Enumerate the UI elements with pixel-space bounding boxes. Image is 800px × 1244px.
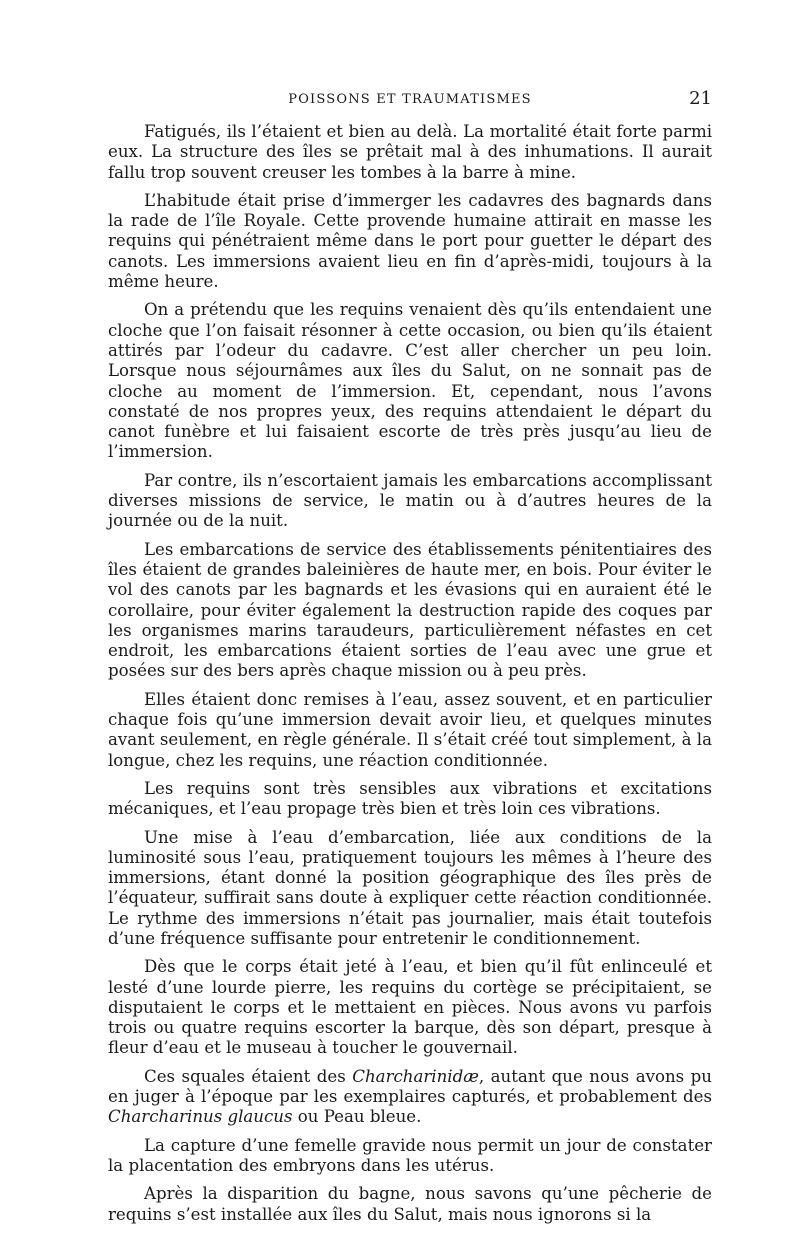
page-header <box>108 88 712 114</box>
paragraph: Les embarcations de service des établissements pénitentiaires des îles étaient de grandes baleinières de haute mer, en bois. Pour éviter le vol des canots par les bagnards et les évasions qui en auraient été le corollaire, pour éviter également la destruction rapide des coques par les organismes marins taraudeurs, particulièrement néfastes en cet endroit, les embarcations étaient sorties de l’eau avec une grue et posées sur des bers après chaque mission ou à peu près. <box>108 539 712 681</box>
species-text-after: ou Peau bleue. <box>292 1107 422 1127</box>
page-body <box>108 122 712 1233</box>
paragraph: Dès que le corps était jeté à l’eau, et bien qu’il fût enlinceulé et lesté d’une lourde pierre, les requins du cortège se précipitaient, se disputaient le corps et le mettaient en pièces. Nous avons vu parfois trois ou quatre requins escorter la barque, dès son départ, presque à fleur d’eau et le museau à toucher le gouvernail. <box>108 957 712 1058</box>
species-name: Charcharinus glaucus <box>108 1107 293 1127</box>
paragraph: La capture d’une femelle gravide nous permit un jour de constater la placentation des embryons dans les utérus. <box>108 1135 712 1175</box>
paragraph: Après la disparition du bagne, nous savons qu’une pêcherie de requins s’est installée aux îles du Salut, mais nous ignorons si la <box>108 1184 712 1224</box>
species-text-middle: , autant que nous avons pu en juger à l’époque par les exemplaires capturés, et probablement des <box>108 1066 712 1107</box>
paragraph: Par contre, ils n’escortaient jamais les embarcations accomplissant diverses missions de service, le matin ou à d’autres heures de la journée ou de la nuit. <box>108 470 712 531</box>
paragraph: L’habitude était prise d’immerger les cadavres des bagnards dans la rade de l’île Royale. Cette provende humaine attirait en masse les requins qui pénétraient même dans le port pour guetter le départ des canots. Les immersions avaient lieu en fin d’après-midi, toujours à la même heure. <box>108 190 712 292</box>
family-name: Charcharinidæ <box>352 1066 479 1086</box>
paragraph-species <box>108 1067 712 1128</box>
paragraph: On a prétendu que les requins venaient dès qu’ils entendaient une cloche que l’on faisait résonner à cette occasion, ou bien qu’ils étaient attirés par l’odeur du cadavre. C’est aller chercher un peu loin. Lorsque nous séjournâmes aux îles du Salut, on ne sonnait pas de cloche au moment de l’immersion. Et, cependant, nous l’avons constaté de nos propres yeux, des requins attendaient le départ du canot funèbre et lui faisaient escorte de très près jusqu’au lieu de l’immersion. <box>108 300 712 462</box>
paragraph: Les requins sont très sensibles aux vibrations et excitations mécaniques, et l’eau propage très bien et très loin ces vibrations. <box>108 778 712 819</box>
paragraph: Fatigués, ils l’étaient et bien au delà. La mortalité était forte parmi eux. La structure des îles se prêtait mal à des inhumations. Il aurait fallu trop souvent creuser les tombes à la barre à mine. <box>108 122 712 182</box>
paragraph: Elles étaient donc remises à l’eau, assez souvent, et en particulier chaque fois qu’une immersion devait avoir lieu, et quelques minutes avant seulement, en règle générale. Il s’était créé tout simplement, à la longue, chez les requins, une réaction conditionnée. <box>108 689 712 770</box>
running-title: POISSONS ET TRAUMATISMES <box>288 92 532 107</box>
paragraph: Une mise à l’eau d’embarcation, liée aux conditions de la luminosité sous l’eau, pratiquement toujours les mêmes à l’heure des immersions, étant donné la position géographique des îles près de l’équateur, suffirait sans doute à expliquer cette réaction conditionnée. Le rythme des immersions n’était pas journalier, mais était toutefois d’une fréquence suffisante pour entretenir le conditionnement. <box>108 827 712 948</box>
page-number: 21 <box>689 88 712 109</box>
species-text-before: Ces squales étaient des <box>144 1066 353 1086</box>
